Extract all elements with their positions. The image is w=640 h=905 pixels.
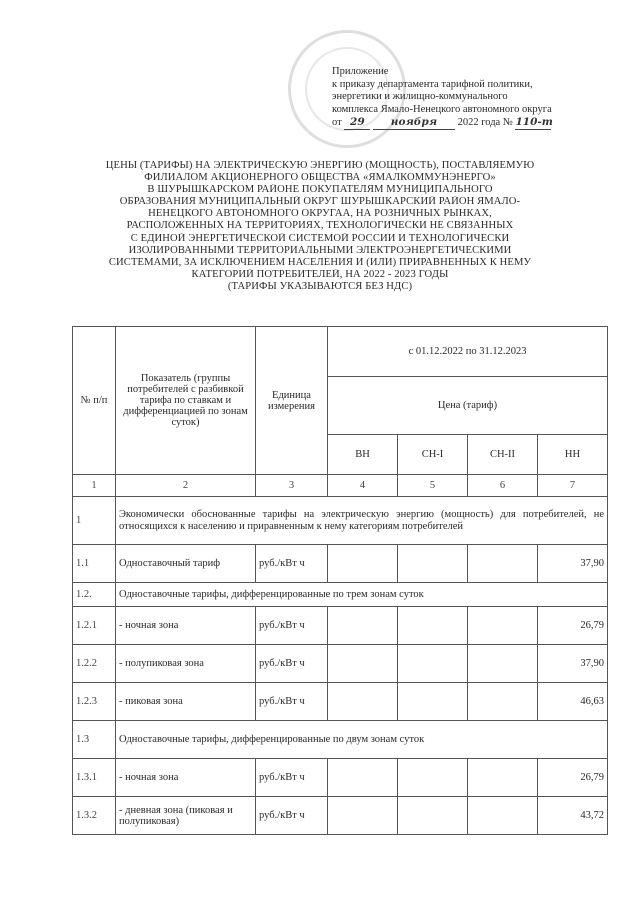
cell-sn1 — [398, 645, 468, 683]
header-row — [73, 327, 608, 377]
row-unit: руб./кВт ч — [256, 683, 328, 721]
cell-vn — [328, 797, 398, 835]
cell-nn: 37,90 — [538, 645, 608, 683]
document-title — [40, 160, 600, 293]
cell-vn — [328, 759, 398, 797]
cell-sn2 — [468, 797, 538, 835]
title-line: ИЗОЛИРОВАННЫМИ ТЕРРИТОРИАЛЬНЫМИ ЭЛЕКТРОЭНЕРГЕТИЧЕСКИМИ — [128, 244, 512, 256]
order-year: 2022 года № — [457, 117, 513, 128]
row-unit: руб./кВт ч — [256, 645, 328, 683]
row-number: 1.1 — [73, 545, 116, 583]
title-line: ФИЛИАЛОМ АКЦИОНЕРНОГО ОБЩЕСТВА «ЯМАЛКОММУНЭНЕРГО» — [144, 172, 496, 184]
row-unit: руб./кВт ч — [256, 759, 328, 797]
cell-nn: 26,79 — [538, 759, 608, 797]
title-line: ОБРАЗОВАНИЯ МУНИЦИПАЛЬНЫЙ ОКРУГ ШУРЫШКАРСКИЙ РАЙОН ЯМАЛО- — [119, 196, 521, 208]
cell-sn1 — [398, 683, 468, 721]
row-number: 1.2.3 — [73, 683, 116, 721]
header-level-vn: ВН — [328, 435, 398, 475]
cell-nn: 37,90 — [538, 545, 608, 583]
cell-sn2 — [468, 683, 538, 721]
col-number: 5 — [398, 475, 468, 497]
col-number: 2 — [116, 475, 256, 497]
cell-nn: 43,72 — [538, 797, 608, 835]
cell-sn2 — [468, 645, 538, 683]
appendix-block — [332, 66, 622, 130]
table-row — [73, 721, 608, 759]
table-row — [73, 759, 608, 797]
row-unit: руб./кВт ч — [256, 797, 328, 835]
cell-vn — [328, 645, 398, 683]
table-row — [73, 497, 608, 545]
col-number: 1 — [73, 475, 116, 497]
cell-nn: 46,63 — [538, 683, 608, 721]
cell-vn — [328, 545, 398, 583]
cell-sn2 — [468, 759, 538, 797]
appendix-line: Приложение — [332, 66, 389, 77]
title-line: КАТЕГОРИЙ ПОТРЕБИТЕЛЕЙ, НА 2022 - 2023 ГОДЫ — [191, 268, 449, 280]
cell-vn — [328, 683, 398, 721]
appendix-date-line — [332, 116, 622, 130]
appendix-line: комплекса Ямало-Ненецкого автономного округа — [332, 103, 552, 115]
row-name: - пиковая зона — [116, 683, 256, 721]
order-day: 29 — [344, 116, 370, 130]
title-line: (ТАРИФЫ УКАЗЫВАЮТСЯ БЕЗ НДС) — [227, 280, 413, 292]
row-number: 1 — [73, 497, 116, 545]
title-line: РАСПОЛОЖЕННЫХ НА ТЕРРИТОРИЯХ, ТЕХНОЛОГИЧЕСКИ НЕ СВЯЗАННЫХ — [126, 220, 514, 232]
title-line: СИСТЕМАМИ, ЗА ИСКЛЮЧЕНИЕМ НАСЕЛЕНИЯ И (ИЛИ) ПРИРАВНЕННЫХ К НЕМУ — [108, 256, 532, 268]
header-level-nn: НН — [538, 435, 608, 475]
title-line: ЦЕНЫ (ТАРИФЫ) НА ЭЛЕКТРИЧЕСКУЮ ЭНЕРГИЮ (МОЩНОСТЬ), ПОСТАВЛЯЕМУЮ — [105, 160, 535, 171]
row-name: - ночная зона — [116, 607, 256, 645]
header-level-sn2: СН-II — [468, 435, 538, 475]
table-row — [73, 607, 608, 645]
row-name: - ночная зона — [116, 759, 256, 797]
title-line: В ШУРЫШКАРСКОМ РАЙОНЕ ПОКУПАТЕЛЯМ МУНИЦИПАЛЬНОГО — [147, 184, 493, 196]
group-title: Одноставочные тарифы, дифференцированные по трем зонам суток — [116, 583, 608, 607]
row-name: - полупиковая зона — [116, 645, 256, 683]
cell-vn — [328, 607, 398, 645]
header-level-sn1: СН-I — [398, 435, 468, 475]
header-price: Цена (тариф) — [328, 377, 608, 435]
title-line: С ЕДИНОЙ ЭНЕРГЕТИЧЕСКОЙ СИСТЕМОЙ РОССИИ И ТЕХНОЛОГИЧЕСКИ — [130, 232, 510, 244]
row-number: 1.2.2 — [73, 645, 116, 683]
header-period: с 01.12.2022 по 31.12.2023 — [328, 327, 608, 377]
row-unit: руб./кВт ч — [256, 545, 328, 583]
col-number: 3 — [256, 475, 328, 497]
col-number: 7 — [538, 475, 608, 497]
table-row — [73, 683, 608, 721]
order-number: 110-т — [515, 116, 553, 128]
header-unit: Единица измерения — [256, 327, 328, 475]
section-title: Экономически обоснованные тарифы на электрическую энергию (мощность) для потребителей, не относящихся к населению и приравненным к нему категориям потребителей — [116, 497, 608, 545]
cell-sn2 — [468, 545, 538, 583]
cell-sn1 — [398, 797, 468, 835]
header-no: № п/п — [73, 327, 116, 475]
cell-nn: 26,79 — [538, 607, 608, 645]
cell-sn1 — [398, 607, 468, 645]
table-row — [73, 545, 608, 583]
appendix-line: энергетики и жилищно-коммунального — [332, 91, 508, 102]
row-number: 1.3.1 — [73, 759, 116, 797]
cell-sn1 — [398, 545, 468, 583]
column-numbers-row — [73, 475, 608, 497]
table-row — [73, 797, 608, 835]
row-number: 1.2. — [73, 583, 116, 607]
row-name: Одноставочный тариф — [116, 545, 256, 583]
row-number: 1.3 — [73, 721, 116, 759]
row-number: 1.2.1 — [73, 607, 116, 645]
row-name: - дневная зона (пиковая и полупиковая) — [116, 797, 256, 835]
header-indicator: Показатель (группы потребителей с разбивкой тарифа по ставкам и дифференциацией по зонам суток) — [116, 327, 256, 475]
col-number: 6 — [468, 475, 538, 497]
order-month: ноября — [373, 116, 455, 130]
col-number: 4 — [328, 475, 398, 497]
cell-sn2 — [468, 607, 538, 645]
group-title: Одноставочные тарифы, дифференцированные по двум зонам суток — [116, 721, 608, 759]
appendix-line: к приказу департамента тарифной политики, — [332, 78, 533, 90]
title-line: НЕНЕЦКОГО АВТОНОМНОГО ОКРУГАА, НА РОЗНИЧНЫХ РЫНКАХ, — [148, 208, 492, 220]
tariff-table — [72, 326, 608, 835]
cell-sn1 — [398, 759, 468, 797]
table-row — [73, 583, 608, 607]
table-row — [73, 645, 608, 683]
row-unit: руб./кВт ч — [256, 607, 328, 645]
appendix-from: от — [332, 117, 342, 128]
row-number: 1.3.2 — [73, 797, 116, 835]
